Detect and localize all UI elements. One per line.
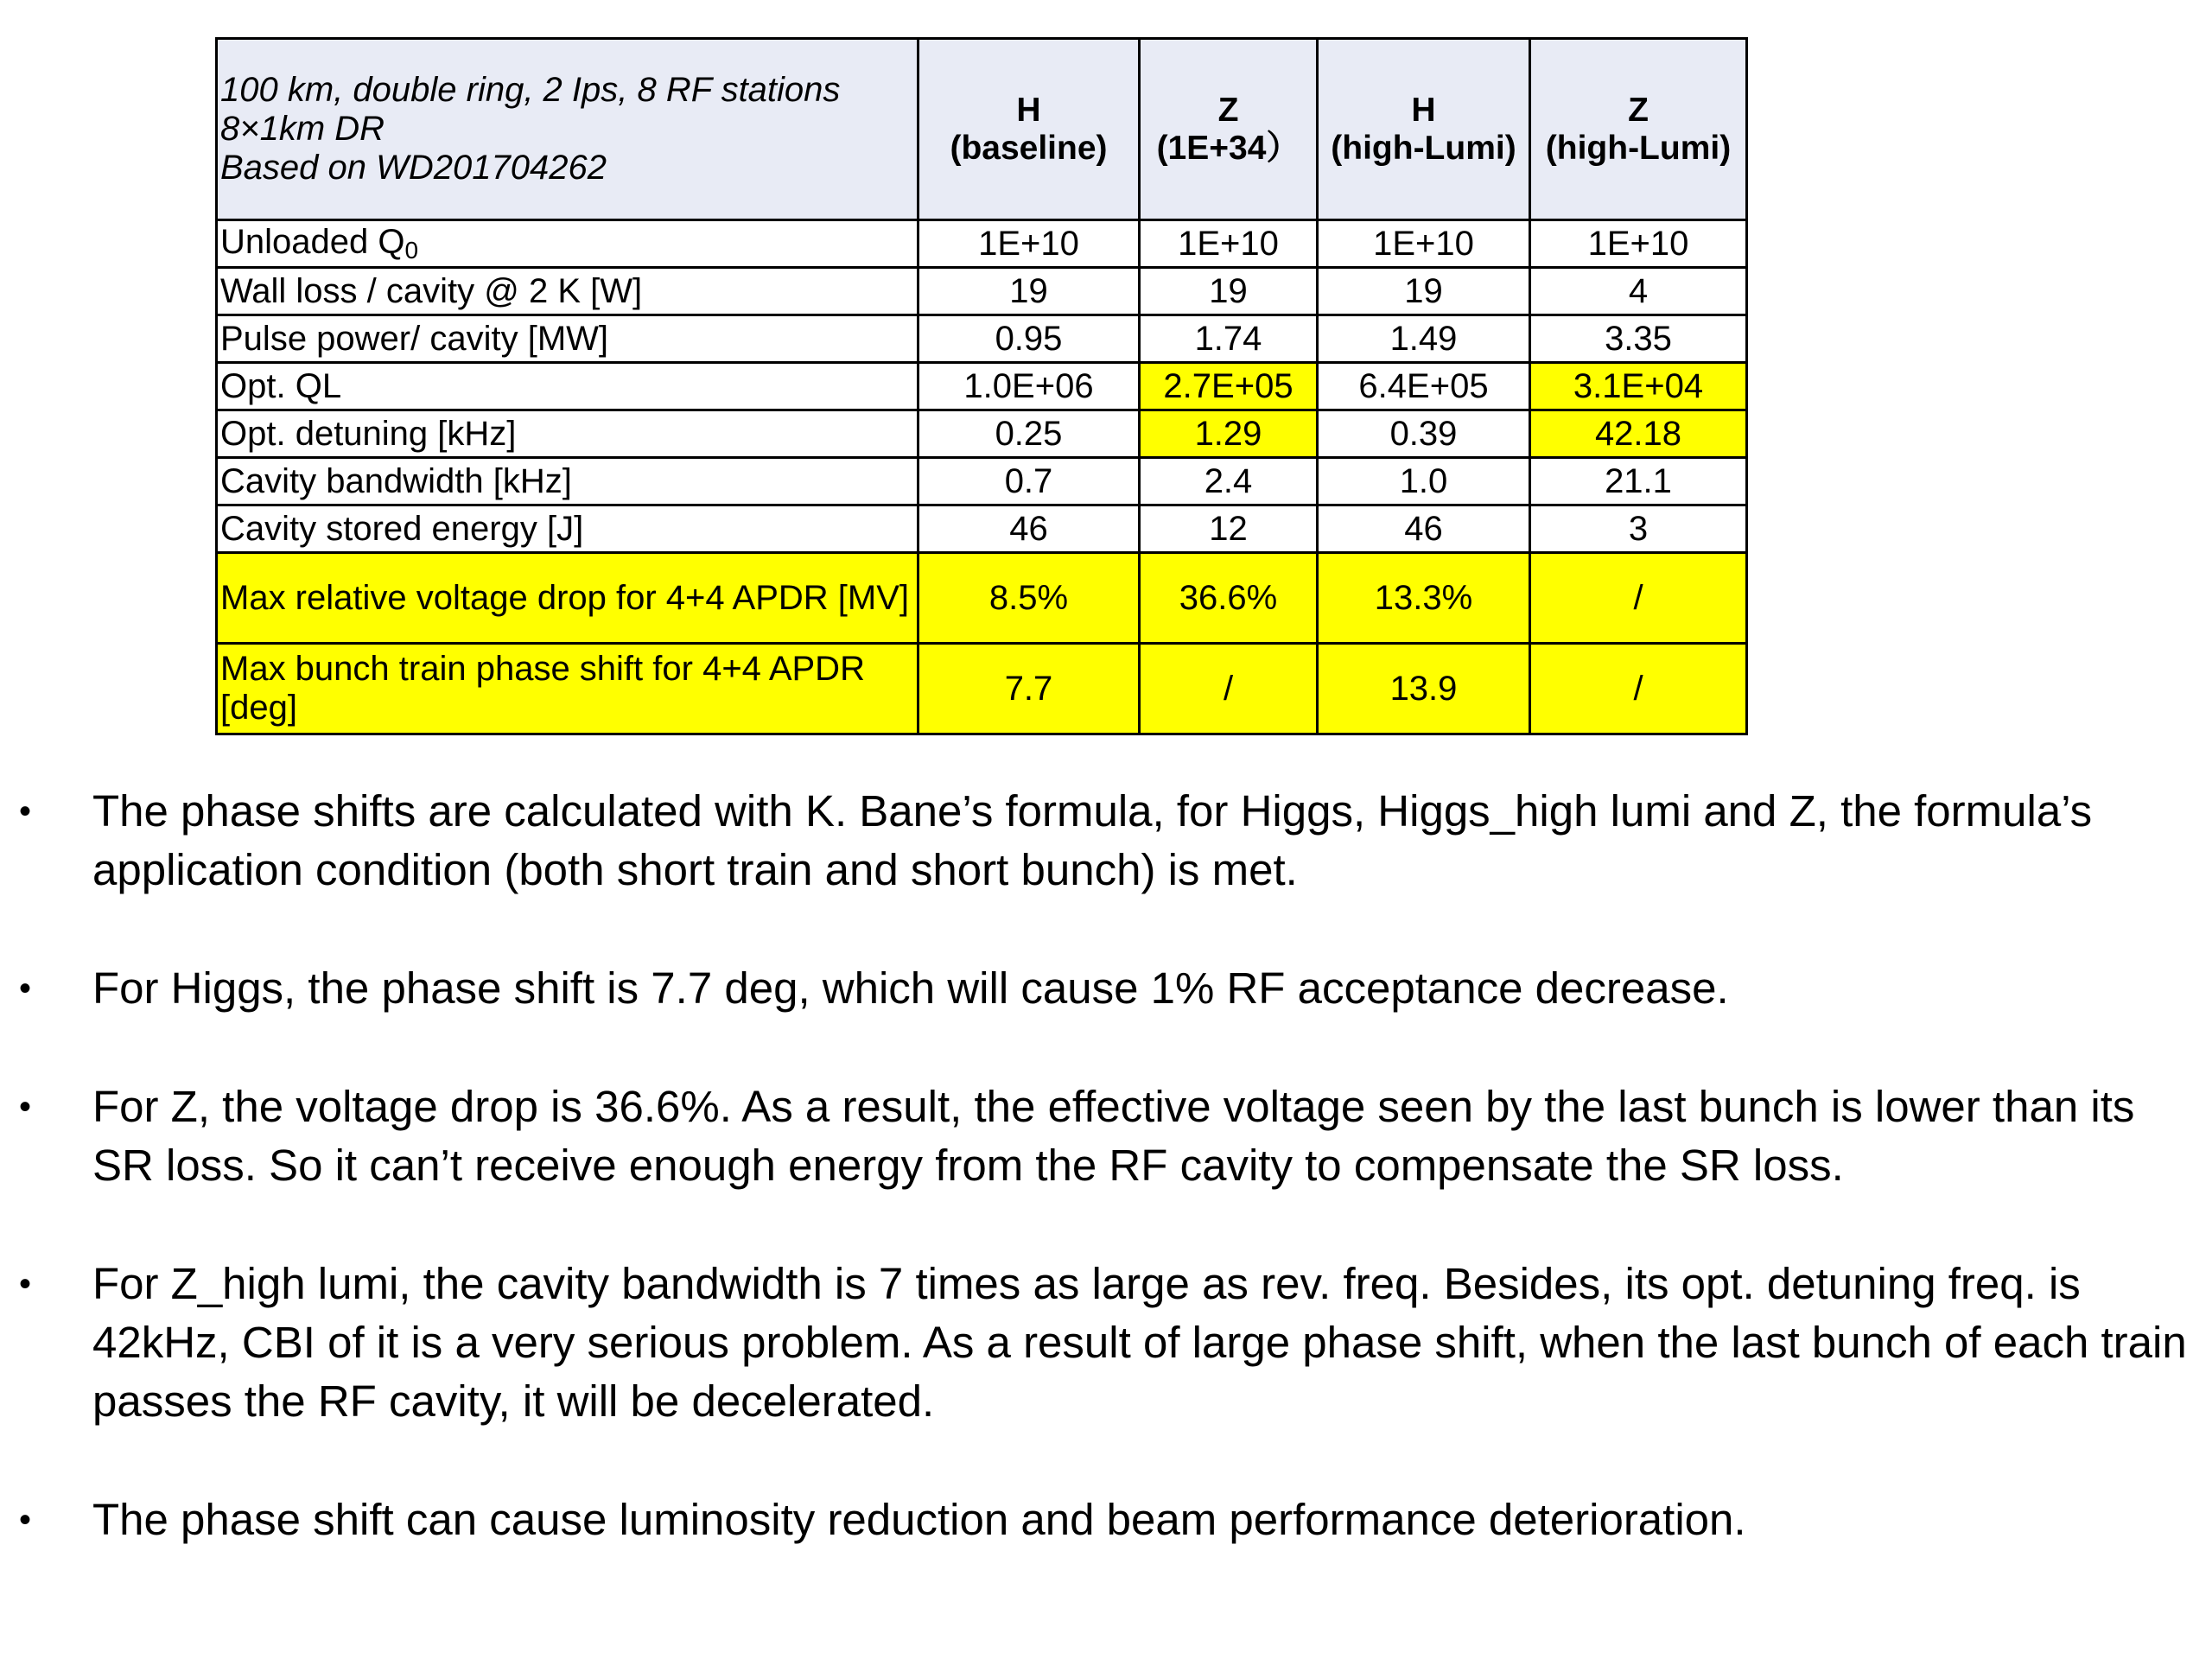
row-label-text: Unloaded Q (220, 223, 405, 262)
table-cell: 6.4E+05 (1318, 363, 1530, 410)
table-cell: 4 (1530, 268, 1747, 315)
row-label-subscript: 0 (404, 237, 419, 264)
table-cell: / (1530, 553, 1747, 644)
table-cell: / (1140, 644, 1318, 734)
table-cell: 12 (1140, 505, 1318, 553)
column-header-h-high-lumi (1318, 39, 1530, 220)
table-cell: 19 (1318, 268, 1530, 315)
table-cell: / (1530, 644, 1747, 734)
column-header-line: H (1411, 91, 1436, 129)
table-cell: 0.7 (918, 458, 1140, 505)
table-cell: 46 (1318, 505, 1530, 553)
note-item (0, 1077, 2212, 1195)
table-cell: 1E+10 (918, 220, 1140, 268)
note-text: For Z, the voltage drop is 36.6%. As a result, the effective voltage seen by the last bunch is lower than its SR loss. So it can’t receive enough energy from the RF cavity to compensate the SR loss. (92, 1082, 2135, 1190)
row-label: Max bunch train phase shift for 4+4 APDR [deg] (217, 644, 918, 734)
table-row-highlighted (217, 644, 1747, 734)
note-text: For Z_high lumi, the cavity bandwidth is 7 times as large as rev. freq. Besides, its opt. detuning freq. is 42kHz, CBI of it is a very serious problem. As a result of large phase shift, when the last bunch of each train passes the RF cavity, it will be decelerated. (92, 1259, 2187, 1426)
table-header-row (217, 39, 1747, 220)
bullet-icon: • (19, 1501, 32, 1539)
table-row (217, 363, 1747, 410)
table-cell: 19 (1140, 268, 1318, 315)
row-label: Cavity stored energy [J] (217, 505, 918, 553)
table-cell-highlighted: 42.18 (1530, 410, 1747, 458)
table-cell: 21.1 (1530, 458, 1747, 505)
note-text: The phase shifts are calculated with K. Bane’s formula, for Higgs, Higgs_high lumi and Z, the formula’s application condition (both short train and short bunch) is met. (92, 786, 2093, 894)
table-cell: 1E+10 (1530, 220, 1747, 268)
note-text: The phase shift can cause luminosity reduction and beam performance deterioration. (92, 1495, 1746, 1544)
table-row (217, 410, 1747, 458)
column-header-line: (baseline) (950, 129, 1108, 167)
table-cell: 8.5% (918, 553, 1140, 644)
table-row (217, 268, 1747, 315)
note-text: For Higgs, the phase shift is 7.7 deg, which will cause 1% RF acceptance decrease. (92, 963, 1729, 1013)
table-cell: 0.95 (918, 315, 1140, 363)
row-label (217, 220, 918, 268)
row-label: Max relative voltage drop for 4+4 APDR [MV] (217, 553, 918, 644)
table-cell-highlighted: 3.1E+04 (1530, 363, 1747, 410)
column-header-z-1e34 (1140, 39, 1318, 220)
table-cell: 1E+10 (1140, 220, 1318, 268)
table-cell: 1E+10 (1318, 220, 1530, 268)
table-cell: 13.9 (1318, 644, 1530, 734)
column-header-line: (1E+34） (1156, 129, 1300, 167)
table-cell-highlighted: 1.29 (1140, 410, 1318, 458)
column-header-line: (high-Lumi) (1545, 129, 1732, 167)
note-item (0, 1491, 2212, 1549)
table-row (217, 315, 1747, 363)
note-item (0, 1255, 2212, 1431)
bullet-icon: • (19, 1088, 32, 1126)
bullet-icon: • (19, 969, 32, 1007)
table-cell: 19 (918, 268, 1140, 315)
table-cell: 0.25 (918, 410, 1140, 458)
table-cell-highlighted: 2.7E+05 (1140, 363, 1318, 410)
header-description-line: 100 km, double ring, 2 Ips, 8 RF stations (220, 71, 841, 110)
table-cell: 7.7 (918, 644, 1140, 734)
note-item (0, 959, 2212, 1018)
bullet-icon: • (19, 1265, 32, 1303)
table-cell: 46 (918, 505, 1140, 553)
table-header-description (217, 39, 918, 220)
table-cell: 3 (1530, 505, 1747, 553)
table-cell: 0.39 (1318, 410, 1530, 458)
column-header-z-high-lumi (1530, 39, 1747, 220)
table-cell: 2.4 (1140, 458, 1318, 505)
parameters-table (215, 37, 1748, 735)
column-header-line: H (1016, 91, 1041, 129)
row-label: Opt. detuning [kHz] (217, 410, 918, 458)
notes-list (0, 782, 2212, 1609)
row-label: Cavity bandwidth [kHz] (217, 458, 918, 505)
table-cell: 13.3% (1318, 553, 1530, 644)
table-cell: 3.35 (1530, 315, 1747, 363)
header-description-line: 8×1km DR (220, 110, 385, 149)
note-item (0, 782, 2212, 899)
bullet-icon: • (19, 792, 32, 830)
column-header-line: (high-Lumi) (1331, 129, 1516, 167)
table-row (217, 505, 1747, 553)
row-label: Wall loss / cavity @ 2 K [W] (217, 268, 918, 315)
table-cell: 1.49 (1318, 315, 1530, 363)
table-cell: 1.0E+06 (918, 363, 1140, 410)
table-row-highlighted (217, 553, 1747, 644)
column-header-line: Z (1628, 91, 1649, 129)
table-row (217, 220, 1747, 268)
table-cell: 1.74 (1140, 315, 1318, 363)
column-header-line: Z (1217, 91, 1239, 129)
header-description-line: Based on WD201704262 (220, 148, 607, 187)
column-header-h-baseline (918, 39, 1140, 220)
table-row (217, 458, 1747, 505)
row-label: Opt. QL (217, 363, 918, 410)
table-cell: 36.6% (1140, 553, 1318, 644)
table-cell: 1.0 (1318, 458, 1530, 505)
row-label: Pulse power/ cavity [MW] (217, 315, 918, 363)
